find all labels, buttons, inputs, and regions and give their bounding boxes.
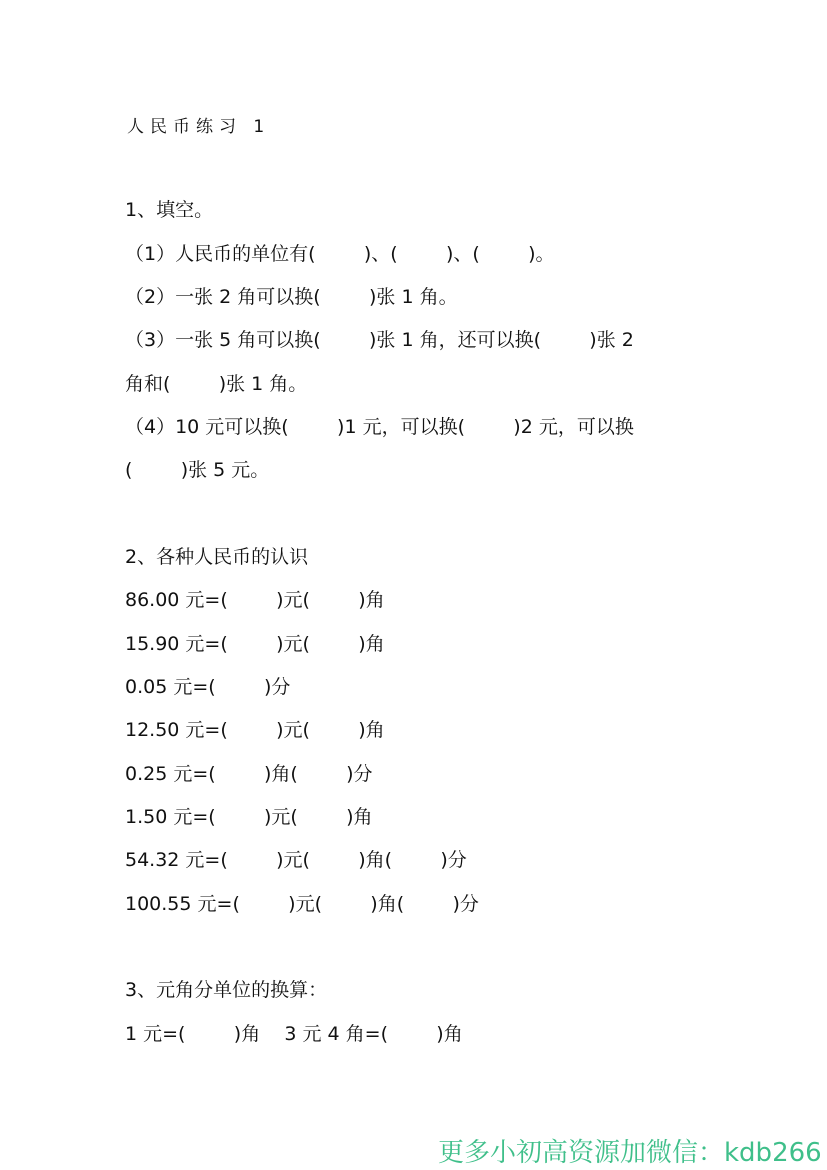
- section1-heading: 1、填空。: [125, 199, 214, 221]
- unit-conversion-row: 1 元=( )角 3 元 4 角=( )角: [125, 1023, 463, 1045]
- question-1-1: （1）人民币的单位有( )、( )、( )。: [125, 243, 555, 265]
- conversion-row: 100.55 元=( )元( )角( )分: [125, 893, 479, 915]
- watermark: 更多小初高资源加微信：kdb266: [438, 1138, 822, 1168]
- section2-heading: 2、各种人民币的认识: [125, 546, 309, 568]
- conversion-row: 1.50 元=( )元( )角: [125, 806, 373, 828]
- section3-heading: 3、元角分单位的换算：: [125, 979, 328, 1001]
- conversion-row: 0.05 元=( )分: [125, 676, 291, 698]
- question-1-4-line2: ( )张 5 元。: [125, 459, 270, 481]
- conversion-row: 12.50 元=( )元( )角: [125, 719, 385, 741]
- conversion-row: 54.32 元=( )元( )角( )分: [125, 849, 467, 871]
- question-1-3-line2: 角和( )张 1 角。: [125, 373, 308, 395]
- document-title: 人民币练习 1: [127, 117, 271, 137]
- conversion-row: 86.00 元=( )元( )角: [125, 589, 385, 611]
- question-1-4-line1: （4）10 元可以换( )1 元，可以换( )2 元，可以换: [125, 416, 634, 438]
- question-1-3-line1: （3）一张 5 角可以换( )张 1 角，还可以换( )张 2: [125, 329, 634, 351]
- question-1-2: （2）一张 2 角可以换( )张 1 角。: [125, 286, 458, 308]
- conversion-row: 15.90 元=( )元( )角: [125, 633, 385, 655]
- conversion-row: 0.25 元=( )角( )分: [125, 763, 373, 785]
